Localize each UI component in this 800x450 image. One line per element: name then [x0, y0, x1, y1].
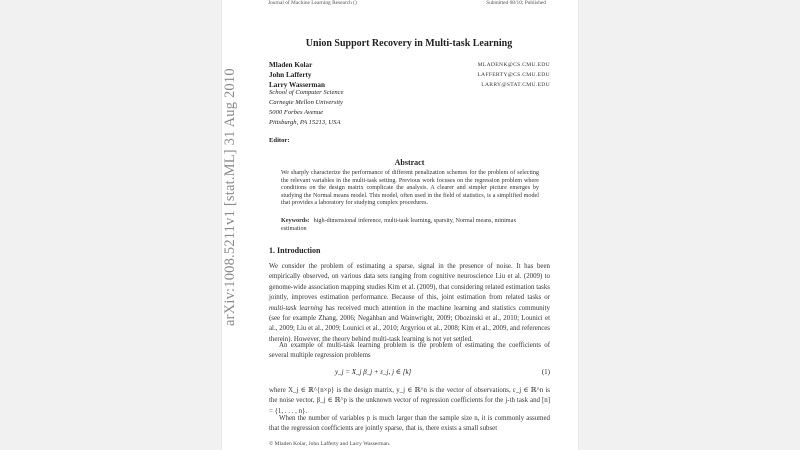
journal-name: Journal of Machine Learning Research ()	[268, 0, 357, 6]
affiliation-block	[269, 88, 344, 128]
author-name: Mladen Kolar	[269, 61, 313, 69]
paper-title: Union Support Recovery in Multi-task Learning	[305, 38, 513, 49]
intro-paragraph	[269, 262, 550, 345]
keywords-text: high-dimensional inference, multi-task learning, sparsity, Normal means, minimax estimation	[281, 218, 517, 232]
running-head	[268, 0, 546, 6]
keywords	[281, 218, 539, 233]
author-row	[269, 60, 550, 70]
copyright-footer: © Mladen Kolar, John Lafferty and Larry Wasserman.	[269, 441, 391, 447]
affiliation-line: School of Computer Science	[269, 89, 344, 96]
author-row	[269, 70, 550, 80]
affiliation-line: 5000 Forbes Avenue	[269, 109, 324, 116]
equation-number: (1)	[541, 368, 550, 376]
equation-body: y_j = X_j β_j + ε_j, j ∈ [k]	[335, 368, 412, 376]
intro-paragraph-4: When the number of variables p is much larger than the sample size n, it is commonly assumed that the regression coefficients are jointly sparse, that is, there exists a small subset	[269, 415, 550, 433]
author-email[interactable]: LAFFERTY@CS.CMU.EDU	[477, 72, 550, 78]
intro-text-continued: has received much attention in the machine learning and statistics community (see for example Zhang, 2006; Negahban and Wainwright, 2009; Obozinski et al., 2010; Lounici et al., 2009; Liu et al., 2009; Lounici et al., 2010; Argyriou et al., 2008; Kim et al., 2009, and references therein). However, the theory behind multi-task learning is not yet settled.	[269, 304, 550, 343]
intro-text: We consider the problem of estimating a sparse, signal in the presence of noise. It has been empirically observed, on various data sets ranging from cognitive neuroscience Liu et al. (2009) to genome-wide association mapping studies Kim et al. (2009), that considering related estimation tasks jointly, improves estimation performance. Because of this, joint estimation from related tasks or	[269, 263, 550, 302]
affiliation-line: Carnegie Mellon University	[269, 99, 343, 106]
section-heading: 1. Introduction	[269, 246, 321, 255]
arxiv-stamp: arXiv:1008.5211v1 [stat.ML] 31 Aug 2010	[222, 68, 238, 326]
submission-info: Submitted 08/10; Published	[486, 0, 546, 6]
abstract-heading: Abstract	[394, 158, 425, 167]
intro-paragraph-2: An example of multi-task learning problem is the problem of estimating the coefficients of several multiple regression problems	[269, 342, 550, 360]
author-name: John Lafferty	[269, 71, 312, 79]
abstract-text: We sharply characterize the performance of different penalization schemes for the problem of selecting the relevant variables in the multi-task setting. Previous work focuses on the regression problem where conditions on the design matrix complicate the analysis. A clearer and simpler picture emerges by studying the Normal means model. This model, often used in the field of statistics, is a simplified model that provides a laboratory for studying complex procedures.	[281, 170, 539, 207]
author-email[interactable]: MLADENK@CS.CMU.EDU	[477, 62, 550, 68]
editor-label: Editor:	[269, 137, 290, 144]
equation	[269, 368, 550, 380]
author-name: Larry Wasserman	[269, 81, 325, 89]
author-email[interactable]: LARRY@STAT.CMU.EDU	[481, 82, 550, 88]
keywords-label: Keywords:	[281, 218, 310, 224]
affiliation-line: Pittsburgh, PA 15213, USA	[269, 119, 341, 126]
intro-paragraph-3: where X_j ∈ ℝ^{n×p} is the design matrix, y_j ∈ ℝ^n is the vector of observations, ε_j ∈ ℝ^n is the noise vector, β_j ∈ ℝ^p is the unknown vector of regression coefficients for the j-th task and [n] = {1, . . . , n}.	[269, 387, 550, 415]
author-block	[269, 60, 550, 90]
intro-emphasis: multi-task learning	[269, 304, 323, 312]
